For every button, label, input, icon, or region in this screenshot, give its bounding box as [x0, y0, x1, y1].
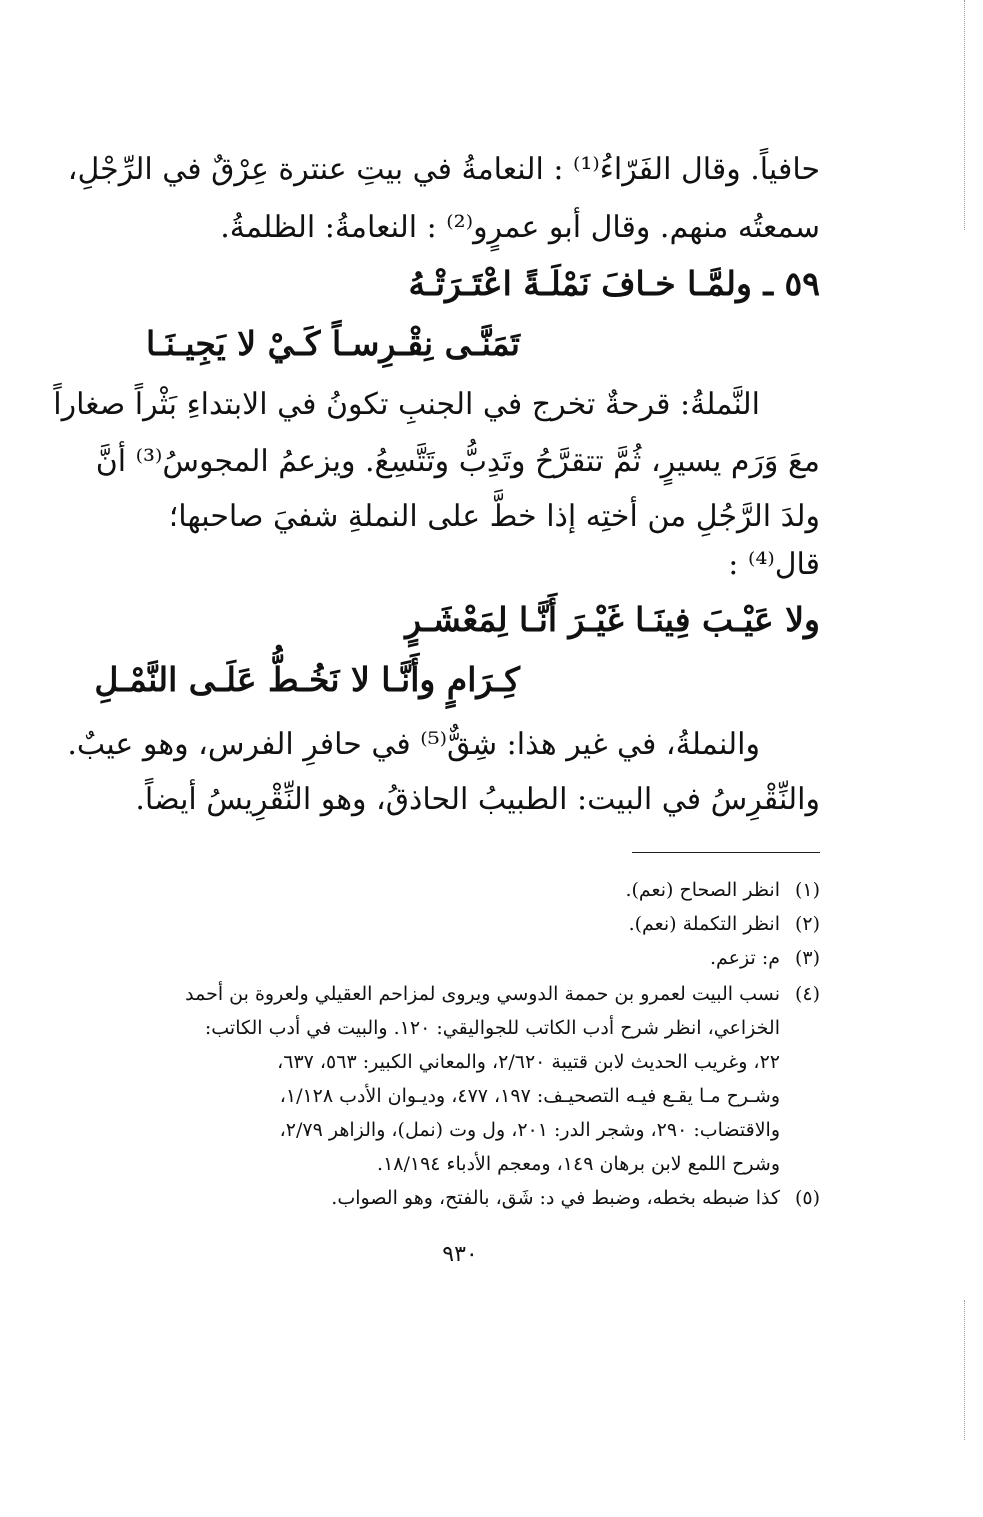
footnote-5: [100, 1184, 820, 1213]
verse-2-second-hemistich: كِـرَامٍ وأَنَّـا لا نَخُـطُّ عَلَـى النَّمْـلِ: [94, 660, 520, 699]
footnote-3: [100, 944, 820, 973]
body-line-3: النَّملةُ: قرحةٌ تخرج في الجنبِ تكونُ في الابتداءِ بَثْراً صغاراً: [53, 387, 760, 422]
book-page: [53, 0, 820, 1517]
footnote-separator: [632, 852, 820, 853]
body-line-7: والنملةُ، في غير هذا: شِقٌّ⁽⁵⁾ في حافرِ الفرس، وهو عيبٌ.: [67, 727, 760, 762]
footnote-text: انظر التكملة (نعم).: [628, 913, 780, 935]
footnote-4-line-3: ٢٢، وغريب الحديث لابن قتيبة ٢/٦٢٠، والمعاني الكبير: ٥٦٣، ٦٣٧،: [277, 1051, 780, 1073]
footnote-number: (٥): [794, 1187, 820, 1209]
footnote-text: م: تزعم.: [710, 947, 780, 969]
body-line-8: والنِّقْرِسُ في البيت: الطبيبُ الحاذقُ، وهو النِّقْرِيسُ أيضاً.: [135, 782, 820, 817]
page-number: ٩٣٠: [442, 1242, 478, 1267]
footnote-number: (٣): [794, 947, 820, 969]
body-line-4: معَ وَرَم يسيرٍ، ثُمَّ تتقرَّحُ وتَدِبُّ وتَتَّسِعُ. ويزعمُ المجوسُ⁽³⁾ أنَّ: [95, 444, 820, 479]
footnote-text: انظر الصحاح (نعم).: [625, 879, 780, 901]
footnote-text: كذا ضبطه بخطه، وضبط في د: شَق، بالفتح، وهو الصواب.: [331, 1187, 780, 1209]
scan-edge-top: [963, 0, 965, 230]
footnote-4-line-2: الخزاعي، انظر شرح أدب الكاتب للجواليقي: ١٢٠. والبيت في أدب الكاتب:: [204, 1017, 780, 1039]
footnote-4-line-6: وشرح اللمع لابن برهان ١٤٩، ومعجم الأدباء ١٨/١٩٤.: [377, 1153, 780, 1175]
footnote-number: (١): [794, 879, 820, 901]
footnote-2: [100, 910, 820, 939]
body-line-5: ولدَ الرَّجُلِ من أختِه إذا خطَّ على النملةِ شفيَ صاحبها؛: [168, 499, 820, 534]
verse-1-second-hemistich: تَمَنَّـى نِقْـرِسـاً كَـيْ لا يَجِيـنَـا: [146, 324, 520, 363]
body-line-1: حافياً. وقال الفَرّاءُ⁽¹⁾ : النعامةُ في بيتِ عنترة عِرْقٌ في الرِّجْلِ،: [67, 152, 820, 187]
footnote-number: (٤): [794, 983, 820, 1005]
footnote-4-line-4: وشـرح مـا يقـع فيـه التصحيـف: ١٩٧، ٤٧٧، وديـوان الأدب ١/١٢٨،: [279, 1085, 780, 1107]
footnote-1: [100, 876, 820, 905]
scan-edge-bottom: [963, 1300, 965, 1440]
verse-1-first-hemistich: ٥٩ ـ ولمَّـا خـافَ نَمْلَـةً اعْتَـرَتْـهُ: [408, 264, 820, 303]
footnote-number: (٢): [794, 913, 820, 935]
footnote-4-line-5: والاقتضاب: ٢٩٠، وشجر الدر: ٢٠١، ول وت (نمل)، والزاهر ٢/٧٩،: [279, 1119, 780, 1141]
body-line-6: قال⁽⁴⁾ :: [728, 547, 820, 582]
footnote-4: [100, 980, 820, 1009]
verse-2-first-hemistich: ولا عَيْـبَ فِينَـا غَيْـرَ أَنَّـا لِمَعْشَـرٍ: [405, 600, 820, 639]
footnote-text: نسب البيت لعمرو بن حممة الدوسي ويروى لمزاحم العقيلي ولعروة بن أحمد: [185, 983, 780, 1005]
body-line-2: سمعتُه منهم. وقال أبو عمرٍو⁽²⁾ : النعامةُ: الظلمةُ.: [220, 210, 820, 245]
